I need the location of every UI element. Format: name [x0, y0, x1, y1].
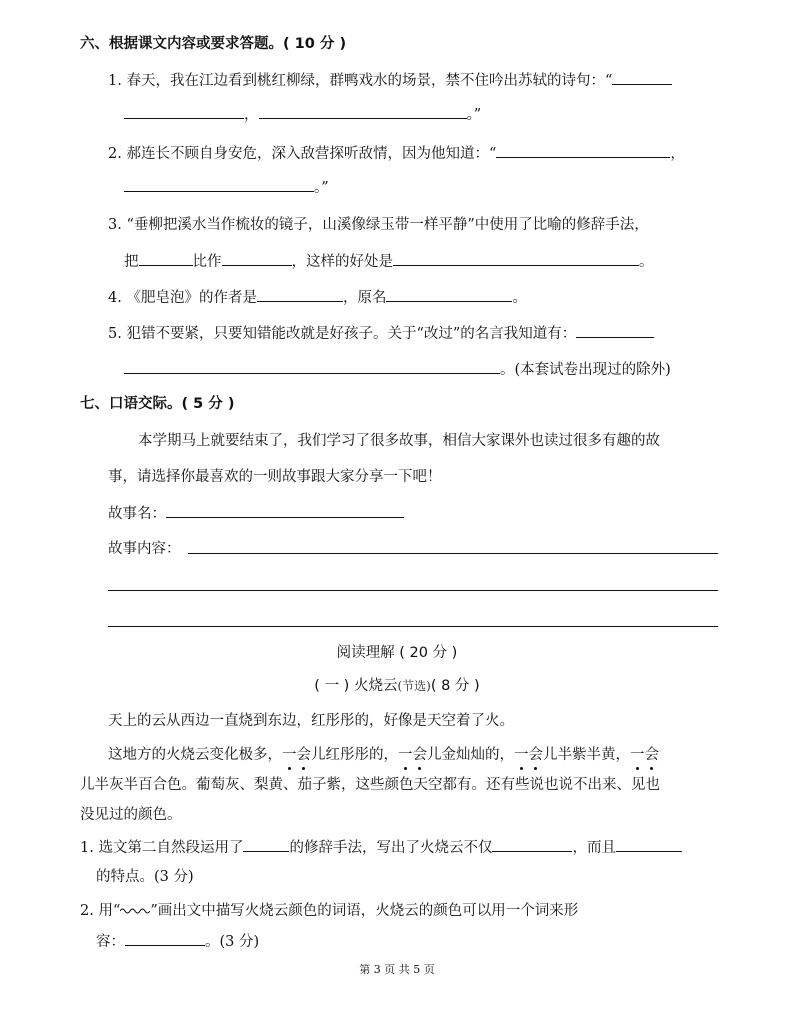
- r-q2-line1: 2. 用“ ”画出文中描写火烧云颜色的词语，火烧云的颜色可以用一个词来形: [80, 903, 579, 919]
- r-q2-line2: 容： 。(3 分): [96, 931, 259, 952]
- story-content-line[interactable]: [188, 553, 718, 554]
- story-content-line[interactable]: [108, 590, 718, 591]
- story-content-line[interactable]: [108, 626, 718, 627]
- r-q1-line2: 的特点。(3 分): [96, 869, 194, 885]
- answer-blank[interactable]: [124, 359, 500, 374]
- answer-blank[interactable]: [243, 837, 289, 852]
- answer-blank[interactable]: [612, 70, 672, 85]
- story-name-row: 故事名：: [108, 503, 404, 524]
- q6-2-line1: 2. 郝连长不顾自身安危，深入敌营探听敌情，因为他知道：“ ，: [108, 143, 685, 164]
- q6-3-line1: 3. “垂柳把溪水当作梳妆的镜子，山溪像绿玉带一样平静”中使用了比喻的修辞手法，: [108, 217, 649, 233]
- reading-title: 阅读理解 ( 20 分 ): [336, 645, 458, 661]
- answer-blank[interactable]: [616, 837, 682, 852]
- answer-blank[interactable]: [386, 287, 512, 302]
- answer-blank[interactable]: [496, 143, 670, 158]
- story-name-blank[interactable]: [166, 503, 404, 518]
- q6-3-line2: 把 比作 ，这样的好处是 。: [124, 251, 654, 272]
- r-q1-line1: 1. 选文第二自然段运用了 的修辞手法，写出了火烧云不仅 ，而且: [80, 837, 682, 858]
- passage-para2-line1: 这地方的火烧云变化极多，一会儿红彤彤的，一会儿金灿灿的，一会儿半紫半黄，一会: [108, 747, 659, 763]
- answer-blank[interactable]: [139, 251, 193, 266]
- answer-blank[interactable]: [259, 104, 467, 119]
- answer-blank[interactable]: [222, 251, 292, 266]
- story-content-label: 故事内容：: [108, 541, 181, 557]
- passage-title: ( 一 ) 火烧云(节选)( 8 分 ): [314, 678, 480, 694]
- answer-blank[interactable]: [125, 931, 205, 946]
- sec7-para-line1: 本学期马上就要结束了，我们学习了很多故事，相信大家课外也读过很多有趣的故: [138, 433, 660, 449]
- q6-5-line1: 5. 犯错不要紧，只要知错能改就是好孩子。关于“改过”的名言我知道有：: [108, 323, 654, 344]
- answer-blank[interactable]: [124, 177, 314, 192]
- section-6-title: 六、根据课文内容或要求答题。( 10 分 ): [80, 36, 347, 52]
- passage-para2-line2: 儿半灰半百合色。葡萄灰、梨黄、茄子紫，这些颜色天空都有。还有些说也说不出来、见也: [80, 777, 660, 793]
- answer-blank[interactable]: [492, 837, 572, 852]
- q6-4: 4. 《肥皂泡》的作者是 ，原名 。: [108, 287, 527, 308]
- answer-blank[interactable]: [257, 287, 343, 302]
- wavy-underline-icon: [120, 907, 150, 915]
- q6-5-line2: 。(本套试卷出现过的除外): [124, 359, 671, 380]
- sec7-para-line2: 事，请选择你最喜欢的一则故事跟大家分享一下吧！: [108, 469, 442, 485]
- passage-para2-line3: 没见过的颜色。: [80, 807, 182, 823]
- q6-2-line2: 。”: [124, 177, 329, 198]
- passage-para1: 天上的云从西边一直烧到东边，红彤彤的，好像是天空着了火。: [108, 713, 514, 729]
- q6-1-line1: 1. 春天，我在江边看到桃红柳绿，群鸭戏水的场景，禁不住吟出苏轼的诗句：“: [108, 70, 672, 91]
- answer-blank[interactable]: [393, 251, 639, 266]
- page-footer: 第 3 页 共 5 页: [359, 963, 435, 976]
- answer-blank[interactable]: [576, 323, 654, 338]
- section-7-title: 七、口语交际。( 5 分 ): [80, 396, 235, 412]
- answer-blank[interactable]: [124, 104, 244, 119]
- q6-1-line2: ， 。”: [124, 104, 481, 125]
